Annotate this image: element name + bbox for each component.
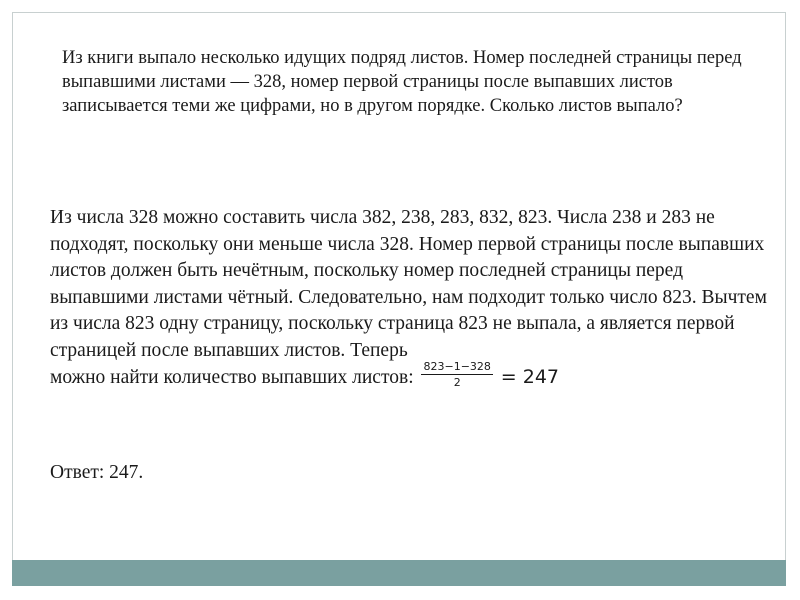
bottom-bar	[12, 560, 786, 586]
solution-block	[50, 205, 770, 393]
solution-text: Из числа 328 можно составить числа 382, 238, 283, 832, 823. Числа 238 и 283 не подходят, поскольку они меньше числа 328. Номер первой страницы после выпавших листов должен быть нечётным, поскольку номер последней страницы перед выпавшими листами чётный. Следовательно, нам подходит только число 823. Вычтем из числа 823 одну страницу, поскольку страница 823 не выпала, а является первой страницей после выпавших листов. Теперь	[50, 207, 767, 361]
fraction-numerator: 823−1−328	[423, 360, 491, 374]
problem-statement: Из книги выпало несколько идущих подряд листов. Номер последней страницы перед выпавшими листами — 328, номер первой страницы после выпавших листов записывается теми же цифрами, но в другом порядке. Сколько листов выпало?	[62, 48, 742, 116]
formula-intro: можно найти количество выпавших листов:	[50, 367, 414, 388]
answer-text: Ответ: 247.	[50, 462, 144, 483]
fraction	[421, 360, 492, 389]
fraction-denominator: 2	[453, 376, 461, 390]
formula-line	[50, 360, 560, 390]
formula-result: = 247	[500, 366, 560, 388]
